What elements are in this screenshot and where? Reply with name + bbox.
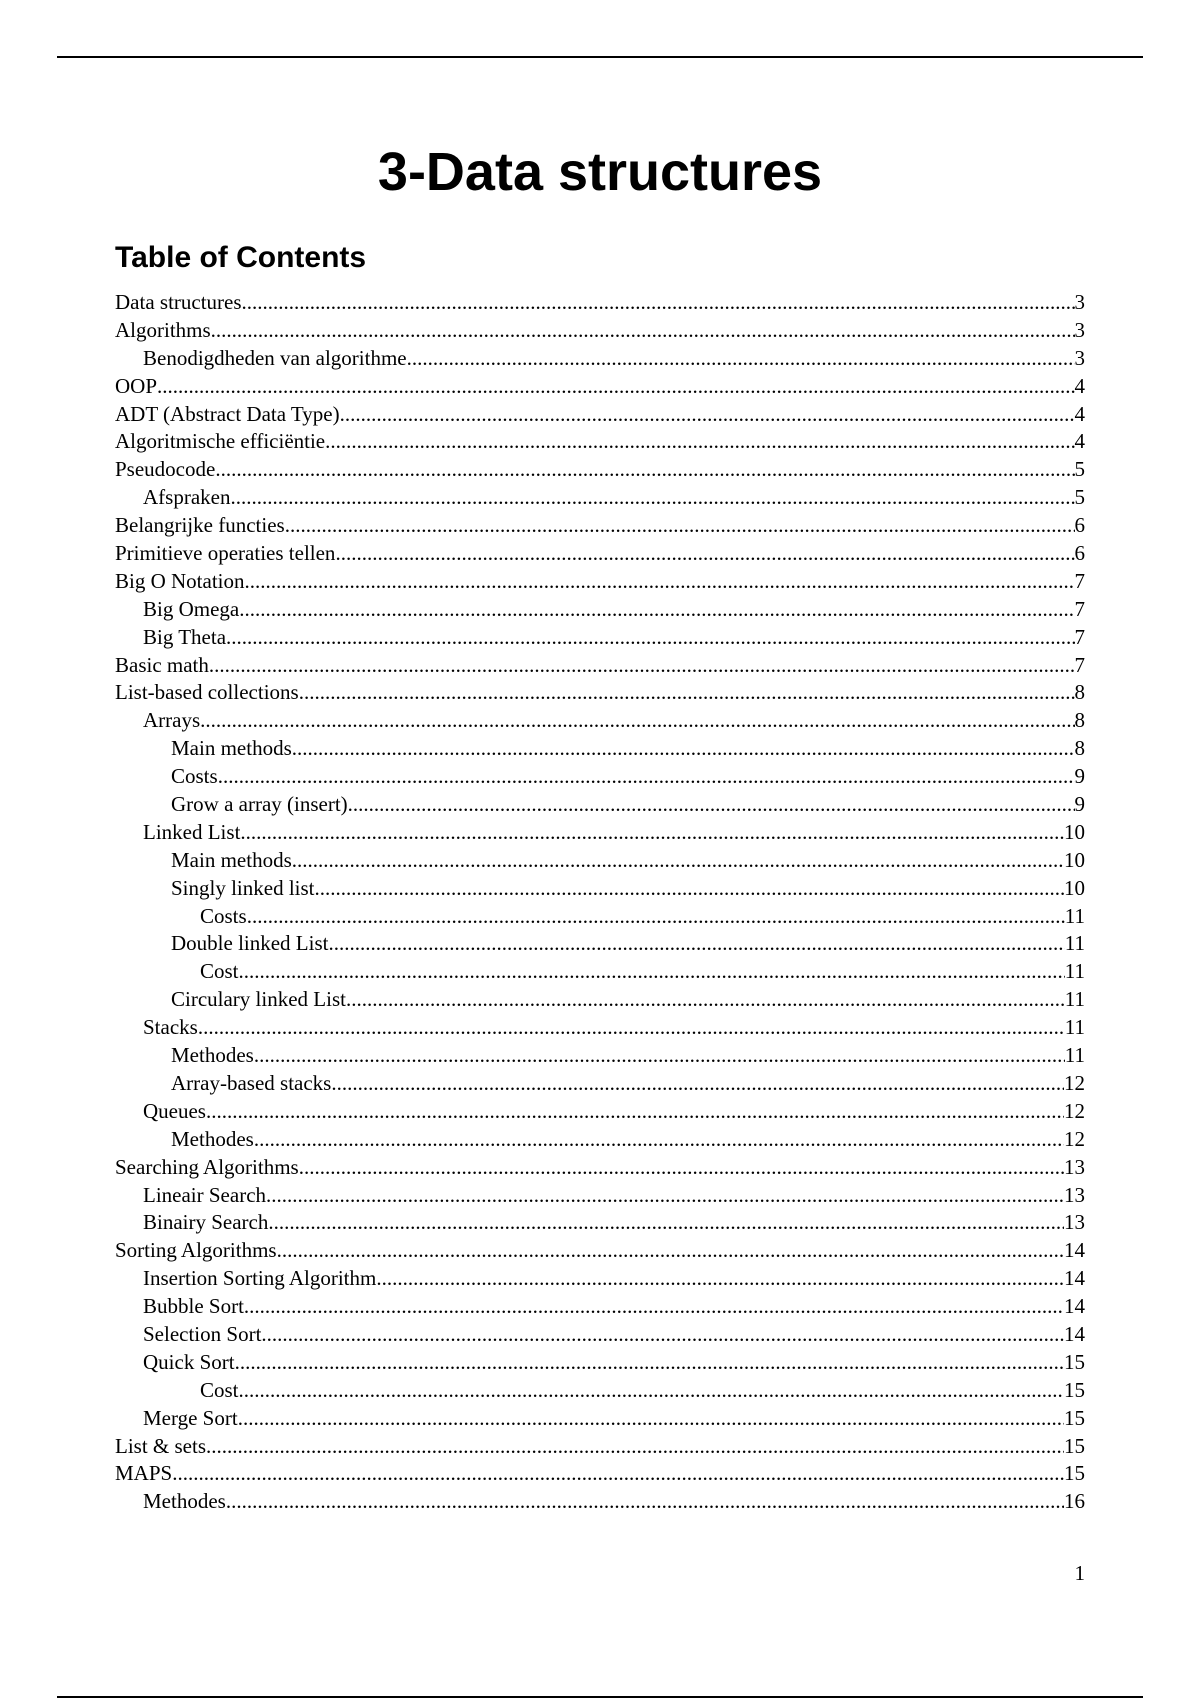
toc-entry-title: Methodes: [143, 1488, 226, 1516]
toc-entry[interactable]: [115, 401, 1085, 429]
toc-entry[interactable]: [115, 345, 1085, 373]
toc-entry-page: 8: [1074, 708, 1085, 733]
toc-entry-page: 5: [1074, 457, 1085, 482]
toc-leader-dots: [261, 1321, 1064, 1349]
toc-entry-page: 10: [1064, 819, 1085, 844]
toc-leader-dots: [226, 1488, 1064, 1516]
document-title: 3-Data structures: [377, 142, 823, 202]
toc-leader-dots: [242, 289, 1075, 317]
toc-entry-page: 13: [1064, 1182, 1085, 1207]
toc-leader-dots: [277, 1237, 1064, 1265]
toc-entry[interactable]: [115, 1349, 1085, 1377]
toc-entry-title: Pseudocode: [115, 456, 215, 484]
toc-entry[interactable]: [115, 791, 1085, 819]
toc-entry-title: Quick Sort: [143, 1349, 235, 1377]
toc-entry-title: List & sets: [115, 1433, 206, 1461]
toc-leader-dots: [331, 1070, 1064, 1098]
toc-leader-dots: [206, 1433, 1064, 1461]
toc-entry-page: 7: [1074, 568, 1085, 593]
toc-entry-title: Stacks: [143, 1014, 198, 1042]
toc-leader-dots: [211, 317, 1075, 345]
toc-leader-dots: [206, 1098, 1064, 1126]
toc-leader-dots: [172, 1460, 1064, 1488]
toc-entry-page: 11: [1064, 987, 1085, 1012]
toc-leader-dots: [325, 428, 1074, 456]
toc-entry[interactable]: [115, 1433, 1085, 1461]
toc-leader-dots: [346, 986, 1065, 1014]
toc-entry-page: 6: [1074, 541, 1085, 566]
toc-leader-dots: [328, 930, 1064, 958]
toc-leader-dots: [340, 401, 1075, 429]
toc-entry-page: 7: [1074, 624, 1085, 649]
toc-entry-title: Circulary linked List: [171, 986, 346, 1014]
toc-leader-dots: [218, 763, 1075, 791]
toc-entry[interactable]: [115, 958, 1085, 986]
toc-entry-page: 15: [1064, 1433, 1085, 1458]
toc-entry-page: 5: [1074, 485, 1085, 510]
toc-entry-title: Benodigdheden van algorithme: [143, 345, 407, 373]
toc-entry-page: 13: [1064, 1154, 1085, 1179]
toc-entry-title: Singly linked list: [171, 875, 315, 903]
toc-entry-page: 16: [1064, 1489, 1085, 1514]
toc-leader-dots: [299, 679, 1075, 707]
toc-entry[interactable]: [115, 484, 1085, 512]
toc-entry[interactable]: [115, 1042, 1085, 1070]
toc-entry-page: 8: [1074, 736, 1085, 761]
toc-entry-title: OOP: [115, 373, 157, 401]
toc-entry[interactable]: [115, 1182, 1085, 1210]
toc-leader-dots: [292, 735, 1075, 763]
toc-entry-title: Big O Notation: [115, 568, 245, 596]
toc-entry-page: 4: [1074, 401, 1085, 426]
toc-entry-title: Algorithms: [115, 317, 211, 345]
toc-entry-title: Algoritmische efficiëntie: [115, 428, 325, 456]
toc-entry-title: Merge Sort: [143, 1405, 238, 1433]
toc-entry-title: Methodes: [171, 1042, 254, 1070]
toc-entry-title: Cost: [200, 958, 239, 986]
toc-entry[interactable]: [115, 735, 1085, 763]
toc-entry[interactable]: [115, 930, 1085, 958]
toc-leader-dots: [299, 1154, 1064, 1182]
toc-entry-title: Main methods: [171, 847, 292, 875]
toc-leader-dots: [238, 1405, 1064, 1433]
toc-entry[interactable]: [115, 624, 1085, 652]
toc-entry[interactable]: [115, 317, 1085, 345]
toc-entry[interactable]: [115, 428, 1085, 456]
header-rule: [57, 56, 1143, 58]
toc-entry[interactable]: [115, 679, 1085, 707]
toc-entry-page: 3: [1074, 345, 1085, 370]
toc-leader-dots: [157, 373, 1074, 401]
toc-entry[interactable]: [115, 819, 1085, 847]
toc-entry-page: 15: [1064, 1377, 1085, 1402]
toc-entry-page: 14: [1064, 1266, 1085, 1291]
toc-entry-page: 15: [1064, 1405, 1085, 1430]
toc-entry-page: 14: [1064, 1321, 1085, 1346]
table-of-contents: [115, 289, 1085, 1516]
toc-entry-page: 13: [1064, 1210, 1085, 1235]
toc-entry[interactable]: [115, 512, 1085, 540]
toc-entry-page: 15: [1064, 1349, 1085, 1374]
toc-leader-dots: [254, 1042, 1065, 1070]
toc-entry[interactable]: [115, 903, 1085, 931]
toc-entry-title: Array-based stacks: [171, 1070, 331, 1098]
toc-entry[interactable]: [115, 986, 1085, 1014]
footer-rule: [57, 1696, 1143, 1698]
toc-leader-dots: [268, 1209, 1064, 1237]
toc-leader-dots: [266, 1182, 1064, 1210]
toc-entry[interactable]: [115, 596, 1085, 624]
toc-entry-title: Methodes: [171, 1126, 254, 1154]
toc-entry-title: Searching Algorithms: [115, 1154, 299, 1182]
toc-entry-page: 11: [1064, 1015, 1085, 1040]
toc-entry[interactable]: [115, 1154, 1085, 1182]
toc-entry-page: 10: [1064, 847, 1085, 872]
toc-leader-dots: [245, 568, 1075, 596]
toc-leader-dots: [292, 847, 1064, 875]
toc-entry[interactable]: [115, 1321, 1085, 1349]
toc-entry-page: 9: [1074, 792, 1085, 817]
toc-leader-dots: [247, 903, 1065, 931]
toc-entry-title: MAPS: [115, 1460, 172, 1488]
toc-leader-dots: [230, 484, 1074, 512]
toc-entry-title: Primitieve operaties tellen: [115, 540, 335, 568]
toc-heading: Table of Contents: [115, 241, 367, 274]
toc-entry-title: Data structures: [115, 289, 242, 317]
toc-entry-page: 14: [1064, 1238, 1085, 1263]
toc-entry-title: Big Theta: [143, 624, 226, 652]
toc-leader-dots: [239, 596, 1074, 624]
toc-entry[interactable]: [115, 1098, 1085, 1126]
toc-entry-page: 15: [1064, 1461, 1085, 1486]
toc-entry-page: 6: [1074, 513, 1085, 538]
toc-entry[interactable]: [115, 1070, 1085, 1098]
toc-entry[interactable]: [115, 763, 1085, 791]
toc-entry-page: 4: [1074, 429, 1085, 454]
toc-leader-dots: [254, 1126, 1064, 1154]
toc-leader-dots: [244, 1293, 1064, 1321]
toc-entry-title: Belangrijke functies: [115, 512, 285, 540]
toc-entry[interactable]: [115, 1209, 1085, 1237]
toc-entry-title: Binairy Search: [143, 1209, 268, 1237]
toc-entry-title: Basic math: [115, 652, 209, 680]
toc-entry[interactable]: [115, 540, 1085, 568]
toc-entry-title: Sorting Algorithms: [115, 1237, 277, 1265]
toc-entry-page: 11: [1064, 903, 1085, 928]
toc-entry[interactable]: [115, 652, 1085, 680]
toc-leader-dots: [239, 958, 1065, 986]
toc-leader-dots: [240, 819, 1064, 847]
toc-entry-title: Big Omega: [143, 596, 239, 624]
toc-entry-page: 12: [1064, 1126, 1085, 1151]
toc-entry-page: 11: [1064, 1043, 1085, 1068]
toc-leader-dots: [235, 1349, 1064, 1377]
toc-leader-dots: [215, 456, 1074, 484]
toc-entry-page: 12: [1064, 1070, 1085, 1095]
toc-entry-title: Costs: [171, 763, 218, 791]
toc-entry-title: Afspraken: [143, 484, 230, 512]
toc-entry[interactable]: [115, 1488, 1085, 1516]
toc-entry[interactable]: [115, 289, 1085, 317]
toc-entry-title: Main methods: [171, 735, 292, 763]
toc-entry[interactable]: [115, 373, 1085, 401]
toc-entry[interactable]: [115, 1405, 1085, 1433]
toc-entry-title: Bubble Sort: [143, 1293, 244, 1321]
toc-leader-dots: [335, 540, 1074, 568]
toc-entry-title: ADT (Abstract Data Type): [115, 401, 340, 429]
toc-entry[interactable]: [115, 568, 1085, 596]
toc-entry[interactable]: [115, 1265, 1085, 1293]
toc-entry-title: Grow a array (insert): [171, 791, 348, 819]
toc-entry-title: Cost: [200, 1377, 239, 1405]
toc-entry[interactable]: [115, 875, 1085, 903]
toc-leader-dots: [200, 707, 1074, 735]
toc-entry-title: List-based collections: [115, 679, 299, 707]
page-number: 1: [1074, 1561, 1085, 1585]
toc-entry[interactable]: [115, 1237, 1085, 1265]
toc-entry[interactable]: [115, 1460, 1085, 1488]
toc-entry[interactable]: [115, 1126, 1085, 1154]
toc-entry-title: Queues: [143, 1098, 206, 1126]
toc-leader-dots: [209, 652, 1075, 680]
toc-entry-title: Linked List: [143, 819, 240, 847]
toc-entry-title: Arrays: [143, 707, 200, 735]
toc-leader-dots: [226, 624, 1074, 652]
toc-entry-page: 12: [1064, 1098, 1085, 1123]
toc-leader-dots: [315, 875, 1064, 903]
toc-leader-dots: [407, 345, 1075, 373]
toc-entry-page: 3: [1074, 290, 1085, 314]
toc-entry-page: 7: [1074, 652, 1085, 677]
toc-entry-title: Lineair Search: [143, 1182, 266, 1210]
toc-entry-page: 14: [1064, 1294, 1085, 1319]
toc-entry[interactable]: [115, 847, 1085, 875]
toc-entry-title: Insertion Sorting Algorithm: [143, 1265, 376, 1293]
toc-entry-page: 10: [1064, 875, 1085, 900]
toc-entry[interactable]: [115, 707, 1085, 735]
toc-entry-page: 11: [1064, 959, 1085, 984]
toc-entry[interactable]: [115, 1293, 1085, 1321]
toc-entry-page: 11: [1064, 931, 1085, 956]
toc-entry-page: 4: [1074, 373, 1085, 398]
toc-entry-title: Double linked List: [171, 930, 328, 958]
toc-entry[interactable]: [115, 1014, 1085, 1042]
toc-leader-dots: [239, 1377, 1064, 1405]
toc-entry-title: Costs: [200, 903, 247, 931]
toc-entry-page: 9: [1074, 764, 1085, 789]
toc-leader-dots: [348, 791, 1075, 819]
toc-entry-page: 8: [1074, 680, 1085, 705]
toc-leader-dots: [198, 1014, 1065, 1042]
toc-entry-page: 3: [1074, 317, 1085, 342]
toc-leader-dots: [285, 512, 1075, 540]
toc-entry-title: Selection Sort: [143, 1321, 261, 1349]
toc-entry-page: 7: [1074, 596, 1085, 621]
toc-entry[interactable]: [115, 456, 1085, 484]
toc-leader-dots: [376, 1265, 1064, 1293]
toc-entry[interactable]: [115, 1377, 1085, 1405]
